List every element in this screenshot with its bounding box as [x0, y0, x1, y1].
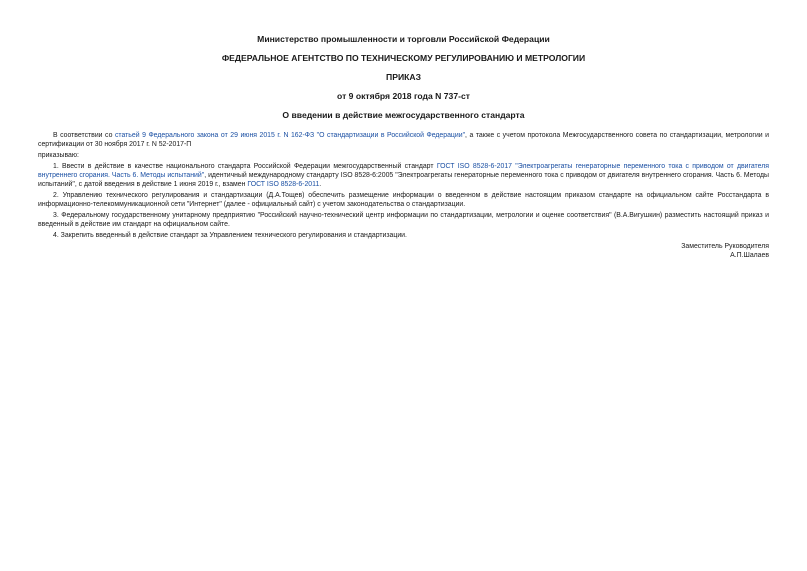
- item-3-paragraph: 3. Федеральному государственному унитарному предприятию "Российский научно-технический центр информации по стандартизации, метрологии и оценке соответствия" (В.А.Вигушкин) разместить настоящий приказ и введенный в действие им стандарт на официальном сайте.: [38, 211, 769, 228]
- item-1-lead: 1. Ввести в действие в качестве национального стандарта Российской Федерации межгосударственный стандарт: [53, 162, 437, 170]
- replaced-standard-link[interactable]: ГОСТ ISO 8528-6-2011: [247, 181, 320, 189]
- order-subject: О введении в действие межгосударственного стандарта: [282, 110, 525, 120]
- document-page: [38, 34, 769, 261]
- law-link[interactable]: статьей 9 Федерального закона от 29 июня 2015 г. N 162-ФЗ "О стандартизации в Российской Федерации": [114, 132, 466, 139]
- order-body: [38, 131, 769, 240]
- item-2-paragraph: 2. Управлению технического регулирования и стандартизации (Д.А.Тощев) обеспечить размещение информации о введенном в действие настоящим приказом стандарте на официальном сайте Росстандарта в информационно-телекоммуникационной сети "Интернет" (далее - официальный сайт) с учетом законодательства о стандартизации.: [38, 191, 769, 208]
- preamble-paragraph: [38, 131, 769, 149]
- preamble-lead: В соответствии со: [53, 132, 115, 139]
- signer-name: А.П.Шалаев: [730, 252, 769, 260]
- preamble-tail: , а также с учетом протокола Межгосударственного совета по стандартизации, метрологии и сертификации от 30 ноября 2017 г. N 52-2017-П: [38, 132, 770, 149]
- ministry-title: Министерство промышленности и торговли Российской Федерации: [257, 34, 550, 44]
- signer-position: Заместитель Руководителя: [681, 242, 769, 250]
- order-title: ПРИКАЗ: [386, 72, 421, 82]
- orders-word: приказываю:: [38, 151, 79, 159]
- item-1-paragraph: [38, 162, 769, 190]
- item-1-mid: , идентичный международному стандарту ISO 8528-6:2005 "Электроагрегаты генераторные переменного тока с приводом от двигателя внутреннего сгорания. Часть 6. Методы испытаний", с датой введения в действие 1 июня 2019 г., взамен: [38, 171, 770, 189]
- item-1-end: .: [319, 181, 322, 189]
- item-4-paragraph: 4. Закрепить введенный в действие стандарт за Управлением технического регулирования и стандартизации.: [53, 231, 407, 239]
- standard-link[interactable]: ГОСТ ISO 8528-6-2017 "Электроагрегаты генераторные переменного тока с приводом от двигателя внутреннего сгорания. Часть 6. Методы испытаний": [38, 162, 769, 179]
- signature-block: [38, 242, 769, 261]
- agency-title: ФЕДЕРАЛЬНОЕ АГЕНТСТВО ПО ТЕХНИЧЕСКОМУ РЕГУЛИРОВАНИЮ И МЕТРОЛОГИИ: [221, 53, 586, 63]
- order-date-number: от 9 октября 2018 года N 737-ст: [337, 91, 470, 101]
